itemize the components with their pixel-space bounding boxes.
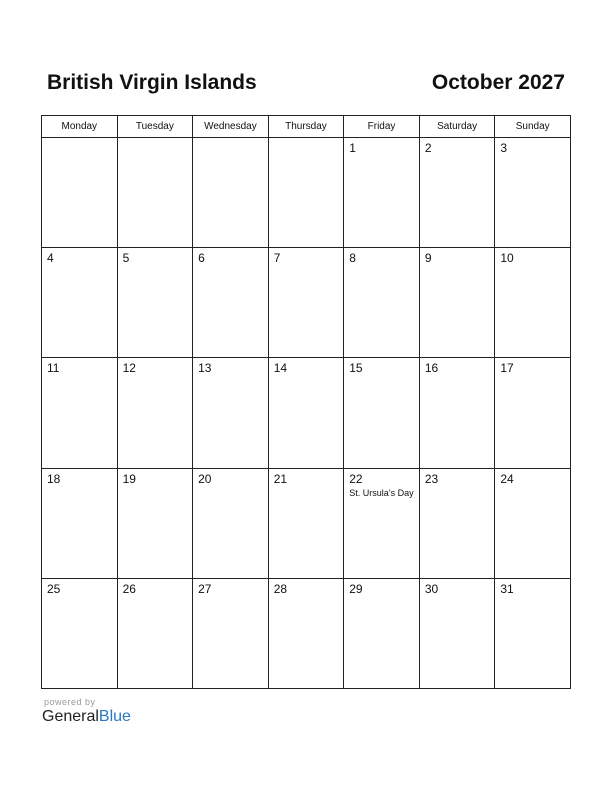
day-number xyxy=(118,138,193,141)
day-cell xyxy=(117,578,193,688)
month-year-title: October 2027 xyxy=(431,71,565,94)
day-cell xyxy=(419,578,495,688)
day-number: 24 xyxy=(500,471,514,486)
day-number: 3 xyxy=(500,141,508,155)
day-number: 19 xyxy=(122,471,136,486)
day-cell xyxy=(344,358,420,468)
day-number: 31 xyxy=(500,581,514,596)
day-cell xyxy=(268,138,344,248)
day-cell xyxy=(419,248,495,358)
day-cell xyxy=(117,358,193,468)
day-cell xyxy=(193,468,269,578)
calendar-grid xyxy=(41,115,571,689)
day-number: 30 xyxy=(424,581,439,596)
day-cell xyxy=(419,468,495,578)
day-number: 9 xyxy=(424,251,432,266)
day-number: 25 xyxy=(47,581,61,596)
powered-by-text: powered by xyxy=(44,697,96,707)
week-row-5 xyxy=(42,578,571,688)
day-cell xyxy=(419,358,495,468)
weekday-friday: Friday xyxy=(344,116,420,138)
generalblue-logo[interactable] xyxy=(42,707,131,727)
day-number: 16 xyxy=(424,361,439,376)
day-number xyxy=(193,138,268,141)
day-number: 27 xyxy=(198,581,212,596)
day-cell xyxy=(419,138,495,248)
day-number: 7 xyxy=(273,251,281,266)
day-number: 14 xyxy=(273,361,288,376)
day-number: 8 xyxy=(349,251,356,266)
week-row-2 xyxy=(42,248,571,358)
day-cell xyxy=(344,138,420,248)
holiday-label: St. Ursula’s Day xyxy=(349,487,414,498)
day-cell xyxy=(117,248,193,358)
day-cell-holiday xyxy=(344,468,420,578)
day-number: 22 xyxy=(349,471,363,486)
footer-branding xyxy=(42,697,131,727)
day-number: 5 xyxy=(122,251,130,266)
weekday-wednesday: Wednesday xyxy=(193,116,269,138)
weekday-thursday: Thursday xyxy=(268,116,344,138)
day-cell xyxy=(193,248,269,358)
weekday-saturday: Saturday xyxy=(419,116,495,138)
day-cell xyxy=(117,138,193,248)
day-cell xyxy=(42,358,118,468)
day-number: 13 xyxy=(198,361,212,376)
day-number xyxy=(42,138,117,141)
day-number: 10 xyxy=(500,251,514,266)
day-cell xyxy=(117,468,193,578)
day-cell xyxy=(42,468,118,578)
day-number: 6 xyxy=(198,251,205,266)
day-number: 17 xyxy=(500,361,514,376)
day-cell xyxy=(495,248,571,358)
day-cell xyxy=(344,248,420,358)
day-number: 11 xyxy=(47,361,60,376)
week-row-4 xyxy=(42,468,571,578)
day-number: 2 xyxy=(424,141,432,155)
day-cell xyxy=(495,468,571,578)
weekday-monday: Monday xyxy=(42,116,118,138)
brand-name-part1: General xyxy=(42,708,99,725)
country-title: British Virgin Islands xyxy=(47,71,257,94)
day-number: 18 xyxy=(47,471,61,486)
day-number: 15 xyxy=(349,361,363,376)
weekday-tuesday: Tuesday xyxy=(117,116,193,138)
day-number: 23 xyxy=(424,471,439,486)
brand-name-part2: Blue xyxy=(98,708,131,725)
day-cell xyxy=(268,358,344,468)
day-cell xyxy=(495,138,571,248)
weekday-header-row xyxy=(42,116,571,138)
day-number: 28 xyxy=(273,581,288,596)
day-cell xyxy=(495,578,571,688)
day-cell xyxy=(42,248,118,358)
day-cell xyxy=(268,578,344,688)
day-number: 12 xyxy=(122,361,136,376)
week-row-3 xyxy=(42,358,571,468)
day-number: 21 xyxy=(273,471,288,486)
day-cell xyxy=(268,248,344,358)
day-cell xyxy=(268,468,344,578)
weekday-sunday: Sunday xyxy=(495,116,571,138)
day-number: 1 xyxy=(349,141,356,155)
day-number: 4 xyxy=(47,251,54,266)
day-number: 20 xyxy=(198,471,212,486)
day-number: 29 xyxy=(349,581,363,596)
day-cell xyxy=(193,578,269,688)
day-cell xyxy=(193,138,269,248)
day-cell xyxy=(193,358,269,468)
day-cell xyxy=(344,578,420,688)
week-row-1 xyxy=(42,138,571,248)
day-cell xyxy=(42,578,118,688)
day-cell xyxy=(42,138,118,248)
day-number: 26 xyxy=(122,581,136,596)
day-cell xyxy=(495,358,571,468)
day-number xyxy=(269,138,344,141)
